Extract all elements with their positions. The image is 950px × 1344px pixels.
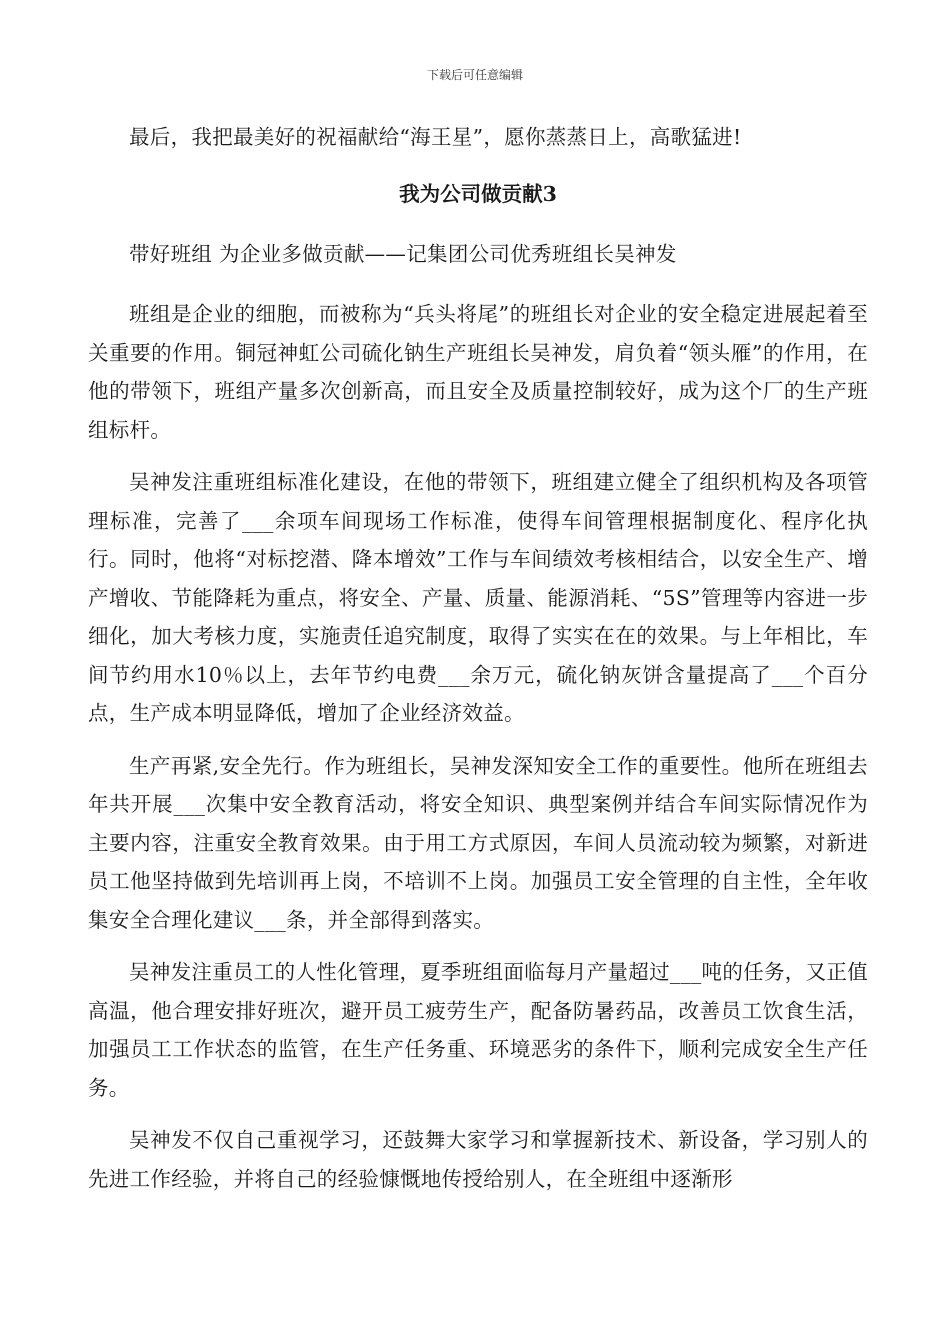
body-paragraph: 生产再紧,安全先行。作为班组长，吴神发深知安全工作的重要性。他所在班组去年共开展___次集中安全教育活动，将安全知识、典型案例并结合车间实际情况作为主要内容，注重安全教育效果。由于用工方式原因，车间人员流动较为频繁，对新进员工他坚持做到先培训再上岗，不培训不上岗。加强员工安全管理的自主性，全年收集安全合理化建议___条，并全部得到落实。 [88,753,868,932]
body-paragraph: 吴神发不仅自己重视学习，还鼓舞大家学习和掌握新技术、新设备，学习别人的先进工作经验，并将自己的经验慷慨地传授给别人，在全班组中逐渐形 [88,1128,868,1191]
body-paragraph: 吴神发注重班组标准化建设，在他的带领下，班组建立健全了组织机构及各项管理标准，完善了___余项车间现场工作标准，使得车间管理根据制度化、程序化执行。同时，他将“对标挖潜、降本增效”工作与车间绩效考核相结合，以安全生产、增产增收、节能降耗为重点，将安全、产量、质量、能源消耗、“5S”管理等内容进一步细化，加大考核力度，实施责任追究制度，取得了实实在在的效果。与上年相比，车间节约用水10％以上，去年节约电费___余万元，硫化钠灰饼含量提高了___个百分点，生产成本明显降低，增加了企业经济效益。 [88,470,868,725]
body-paragraph: 吴神发注重员工的人性化管理，夏季班组面临每月产量超过___吨的任务，又正值高温，他合理安排好班次，避开员工疲劳生产，配备防暑药品，改善员工饮食生活，加强员工工作状态的监管，在生产任务重、环境恶劣的条件下，顺利完成安全生产任务。 [88,960,868,1100]
body-paragraph: 班组是企业的细胞，而被称为“兵头将尾”的班组长对企业的安全稳定进展起着至关重要的作用。铜冠神虹公司硫化钠生产班组长吴神发，肩负着“领头雁”的作用，在他的带领下，班组产量多次创新高，而且安全及质量控制较好，成为这个厂的生产班组标杆。 [88,302,868,442]
section-subtitle: 带好班组 为企业多做贡献——记集团公司优秀班组长吴神发 [129,241,677,266]
document-body [88,118,868,1212]
opening-paragraph: 最后，我把最美好的祝福献给“海王星”，愿你蒸蒸日上，高歌猛进! [129,125,742,149]
section-title: 我为公司做贡献3 [399,181,557,206]
header-note: 下载后可任意编辑 [426,68,523,82]
